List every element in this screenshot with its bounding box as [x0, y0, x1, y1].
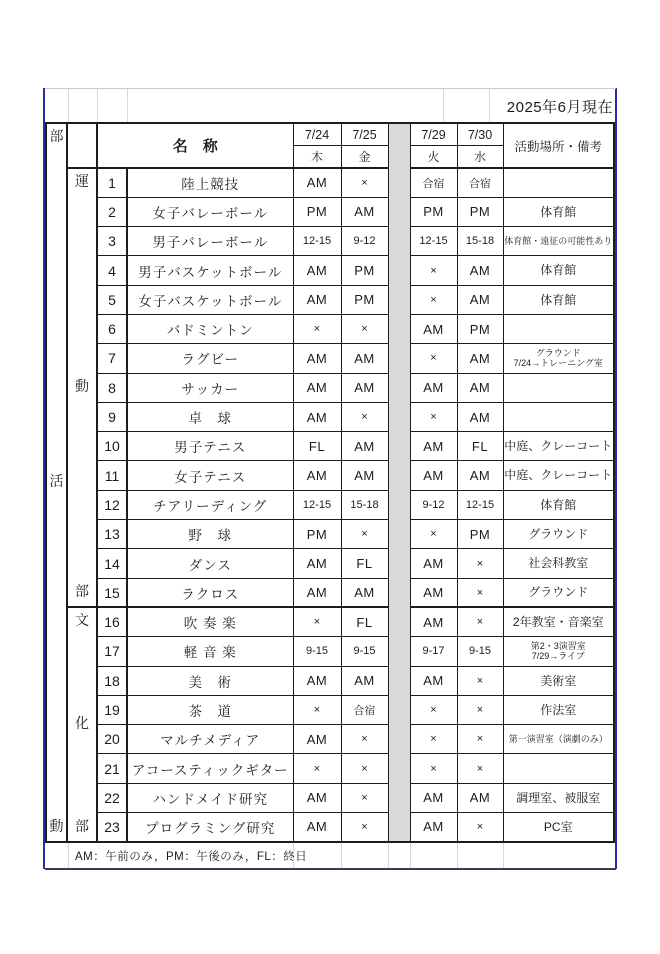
row-number: 17	[97, 637, 127, 666]
row-number: 19	[97, 695, 127, 724]
day-value: AM	[410, 314, 457, 343]
day-value: AM	[341, 373, 388, 402]
day-value: 9-15	[293, 637, 341, 666]
table-row	[46, 256, 614, 285]
day-value: 9-15	[341, 637, 388, 666]
grid-line	[457, 843, 458, 868]
day-value: AM	[293, 402, 341, 431]
row-number: 4	[97, 256, 127, 285]
remark	[503, 754, 614, 783]
row-number: 14	[97, 549, 127, 578]
grid-line	[388, 843, 389, 868]
row-group-label-vertical	[46, 123, 67, 842]
day-value: ×	[410, 725, 457, 754]
table-row	[46, 754, 614, 783]
day-value: AM	[341, 432, 388, 461]
day-value: 12-15	[457, 490, 503, 519]
row-number: 20	[97, 725, 127, 754]
club-name: 吹 奏 楽	[127, 607, 293, 636]
remark	[503, 314, 614, 343]
table-row	[46, 490, 614, 519]
day-value: AM	[410, 461, 457, 490]
table-row	[46, 637, 614, 666]
row-number: 2	[97, 197, 127, 226]
row-number: 18	[97, 666, 127, 695]
grid-line	[68, 89, 69, 123]
remark	[503, 402, 614, 431]
day-value: ×	[293, 607, 341, 636]
table-row	[46, 227, 614, 256]
day-value: AM	[341, 578, 388, 607]
day-value: AM	[293, 666, 341, 695]
row-number: 10	[97, 432, 127, 461]
remark-line: 体育館	[540, 204, 577, 219]
grid-line	[68, 843, 69, 868]
row-number: 13	[97, 520, 127, 549]
remark-line: 調理室、被服室	[516, 790, 601, 805]
day-value: ×	[410, 285, 457, 314]
table-row	[46, 402, 614, 431]
day-value: 合宿	[341, 695, 388, 724]
legend-note: AM：午前のみ，PM：午後のみ，FL：終日	[75, 851, 308, 863]
grid-line	[503, 843, 504, 868]
day-value: ×	[457, 754, 503, 783]
table-row	[46, 695, 614, 724]
footer-note-row	[45, 843, 616, 870]
day-value: FL	[341, 549, 388, 578]
remark	[503, 197, 614, 226]
day-value: ×	[457, 813, 503, 842]
remark-line: 社会科教室	[528, 556, 589, 571]
name-column-header: 名 称	[97, 123, 293, 168]
day-value: PM	[341, 285, 388, 314]
row-number: 16	[97, 607, 127, 636]
club-name: サッカー	[127, 373, 293, 402]
remark	[503, 256, 614, 285]
row-number: 9	[97, 402, 127, 431]
remark-line: 7/29→ライブ	[531, 651, 585, 662]
date-header-730: 7/30	[457, 123, 503, 146]
page-border-right	[615, 88, 617, 869]
day-value: ×	[410, 754, 457, 783]
remark	[503, 578, 614, 607]
day-value: 9-17	[410, 637, 457, 666]
remark	[503, 432, 614, 461]
day-value: AM	[341, 197, 388, 226]
day-value: 12-15	[410, 227, 457, 256]
table-row	[46, 549, 614, 578]
remark	[503, 813, 614, 842]
day-value: FL	[293, 432, 341, 461]
day-value: AM	[410, 607, 457, 636]
club-name: チアリーディング	[127, 490, 293, 519]
day-value: PM	[457, 197, 503, 226]
remark	[503, 227, 614, 256]
remark-line: 体育館	[540, 263, 577, 278]
day-value: ×	[293, 314, 341, 343]
club-name: 美 術	[127, 666, 293, 695]
day-value: 9-12	[410, 490, 457, 519]
day-value: AM	[457, 461, 503, 490]
day-value: ×	[293, 695, 341, 724]
remark	[503, 520, 614, 549]
day-value: AM	[293, 285, 341, 314]
day-value: ×	[457, 725, 503, 754]
row-number: 11	[97, 461, 127, 490]
date-note: 2025年6月現在	[506, 99, 613, 116]
day-value: AM	[410, 432, 457, 461]
day-value: 合宿	[457, 168, 503, 197]
remark-line: 体育館	[540, 292, 577, 307]
day-value: 12-15	[293, 490, 341, 519]
day-value: AM	[293, 813, 341, 842]
remark	[503, 285, 614, 314]
club-name: 男子バスケットボール	[127, 256, 293, 285]
day-value: AM	[341, 344, 388, 373]
remark-line: 美術室	[540, 673, 577, 688]
day-value: AM	[293, 725, 341, 754]
table-row	[46, 314, 614, 343]
day-value: AM	[457, 783, 503, 812]
section-label-culture	[67, 607, 97, 841]
day-value: 9-12	[341, 227, 388, 256]
day-value: AM	[293, 783, 341, 812]
club-name: アコースティックギター	[127, 754, 293, 783]
day-value: AM	[410, 783, 457, 812]
grid-line	[341, 843, 342, 868]
remark	[503, 490, 614, 519]
remark-line: 中庭、クレーコート	[504, 468, 613, 483]
day-value: AM	[457, 256, 503, 285]
header-row-dates	[46, 123, 614, 146]
day-value: AM	[293, 549, 341, 578]
remark-line: 中庭、クレーコート	[504, 439, 613, 454]
row-number: 7	[97, 344, 127, 373]
remark	[503, 461, 614, 490]
row-group-char: 活	[49, 472, 64, 489]
day-value: ×	[341, 813, 388, 842]
club-name: マルチメディア	[127, 725, 293, 754]
day-value: PM	[457, 520, 503, 549]
day-value: 9-15	[457, 637, 503, 666]
club-name: ラクロス	[127, 578, 293, 607]
remark-line: PC室	[543, 819, 573, 834]
day-value: AM	[457, 402, 503, 431]
club-name: 軽 音 楽	[127, 637, 293, 666]
table-row	[46, 578, 614, 607]
table-row	[46, 783, 614, 812]
table-row	[46, 813, 614, 842]
day-value: PM	[341, 256, 388, 285]
day-value: 12-15	[293, 227, 341, 256]
section-char: 部	[75, 583, 89, 600]
day-value: ×	[457, 695, 503, 724]
section-char: 動	[75, 378, 89, 395]
section-label-sports	[67, 168, 97, 607]
remark-line: 2年教室・音楽室	[512, 615, 604, 630]
day-value: AM	[410, 578, 457, 607]
section-header-spacer	[67, 123, 97, 168]
day-value: AM	[410, 373, 457, 402]
grid-line	[97, 89, 98, 123]
day-value: ×	[410, 695, 457, 724]
section-char: 運	[75, 173, 89, 189]
table-row	[46, 725, 614, 754]
top-strip	[45, 88, 616, 123]
table-row	[46, 432, 614, 461]
section-char: 部	[75, 817, 89, 834]
grid-line	[489, 89, 490, 123]
date-header-729: 7/29	[410, 123, 457, 146]
club-name: 女子テニス	[127, 461, 293, 490]
remark	[503, 344, 614, 373]
row-number: 22	[97, 783, 127, 812]
remark	[503, 168, 614, 197]
table-row	[46, 666, 614, 695]
day-value: ×	[410, 402, 457, 431]
day-value: PM	[410, 197, 457, 226]
row-group-char: 動	[49, 817, 64, 834]
day-value: ×	[457, 666, 503, 695]
remark	[503, 549, 614, 578]
club-schedule-table	[45, 122, 615, 843]
day-value: ×	[341, 783, 388, 812]
day-value: ×	[341, 754, 388, 783]
club-name: 女子バスケットボール	[127, 285, 293, 314]
day-value: AM	[293, 168, 341, 197]
day-value: ×	[410, 256, 457, 285]
grid-line	[443, 89, 444, 123]
section-char: 文	[75, 612, 89, 629]
day-value: ×	[410, 520, 457, 549]
remark-line: グラウンド	[528, 527, 589, 542]
location-column-header: 活動場所・備考	[503, 123, 614, 168]
day-value: AM	[293, 344, 341, 373]
table-row	[46, 373, 614, 402]
club-name: バドミントン	[127, 314, 293, 343]
day-value: ×	[341, 520, 388, 549]
day-value: ×	[341, 314, 388, 343]
day-value: AM	[410, 549, 457, 578]
day-value: ×	[410, 344, 457, 373]
day-value: FL	[341, 607, 388, 636]
club-name: 女子バレーボール	[127, 197, 293, 226]
club-name: 陸上競技	[127, 168, 293, 197]
separator-column	[388, 123, 410, 842]
day-value: ×	[457, 578, 503, 607]
dow-header-fri: 金	[341, 146, 388, 169]
day-value: PM	[457, 314, 503, 343]
dow-header-tue: 火	[410, 146, 457, 169]
day-value: AM	[293, 578, 341, 607]
day-value: ×	[457, 549, 503, 578]
day-value: AM	[410, 813, 457, 842]
table-row	[46, 197, 614, 226]
club-name: ラグビー	[127, 344, 293, 373]
day-value: AM	[457, 373, 503, 402]
club-name: 卓 球	[127, 402, 293, 431]
remark	[503, 783, 614, 812]
day-value: AM	[341, 666, 388, 695]
day-value: AM	[341, 461, 388, 490]
remark	[503, 373, 614, 402]
remark-line: 作法室	[540, 702, 577, 717]
remark	[503, 607, 614, 636]
day-value: 15-18	[457, 227, 503, 256]
day-value: AM	[410, 666, 457, 695]
day-value: PM	[293, 197, 341, 226]
table-row	[46, 461, 614, 490]
table-row	[46, 607, 614, 636]
club-name: ハンドメイド研究	[127, 783, 293, 812]
grid-line	[410, 843, 411, 868]
table-row	[46, 520, 614, 549]
dow-header-wed: 水	[457, 146, 503, 169]
remark	[503, 725, 614, 754]
club-name: 野 球	[127, 520, 293, 549]
remark-line: 第一演習室（演劇のみ）	[508, 733, 608, 744]
remark	[503, 695, 614, 724]
day-value: FL	[457, 432, 503, 461]
remark-line: 体育館・遠征の可能性あり	[504, 235, 613, 246]
day-value: ×	[293, 754, 341, 783]
remark-line: グラウンド	[528, 585, 589, 600]
row-number: 6	[97, 314, 127, 343]
row-number: 3	[97, 227, 127, 256]
section-char: 化	[75, 715, 89, 732]
day-value: AM	[293, 373, 341, 402]
row-number: 1	[97, 168, 127, 197]
day-value: ×	[341, 168, 388, 197]
day-value: ×	[341, 725, 388, 754]
day-value: AM	[293, 256, 341, 285]
club-name: 茶 道	[127, 695, 293, 724]
remark-line: グラウンド	[535, 347, 581, 358]
row-number: 12	[97, 490, 127, 519]
remark-line: 第2・3演習室	[530, 640, 586, 651]
table-row	[46, 344, 614, 373]
date-header-724: 7/24	[293, 123, 341, 146]
remark-line: 体育館	[540, 497, 577, 512]
row-number: 8	[97, 373, 127, 402]
day-value: ×	[457, 607, 503, 636]
row-number: 21	[97, 754, 127, 783]
club-name: 男子バレーボール	[127, 227, 293, 256]
row-number: 23	[97, 813, 127, 842]
table-row	[46, 285, 614, 314]
day-value: 15-18	[341, 490, 388, 519]
row-group-char: 部	[49, 128, 64, 144]
grid-line	[127, 89, 128, 123]
remark	[503, 666, 614, 695]
row-number: 15	[97, 578, 127, 607]
day-value: PM	[293, 520, 341, 549]
day-value: AM	[293, 461, 341, 490]
club-name: 男子テニス	[127, 432, 293, 461]
day-value: 合宿	[410, 168, 457, 197]
club-name: プログラミング研究	[127, 813, 293, 842]
remark-line: 7/24→トレーニング室	[513, 358, 603, 369]
day-value: ×	[341, 402, 388, 431]
day-value: AM	[457, 344, 503, 373]
table-row	[46, 168, 614, 197]
date-header-725: 7/25	[341, 123, 388, 146]
dow-header-thu: 木	[293, 146, 341, 169]
row-number: 5	[97, 285, 127, 314]
club-name: ダンス	[127, 549, 293, 578]
remark	[503, 637, 614, 666]
day-value: AM	[457, 285, 503, 314]
